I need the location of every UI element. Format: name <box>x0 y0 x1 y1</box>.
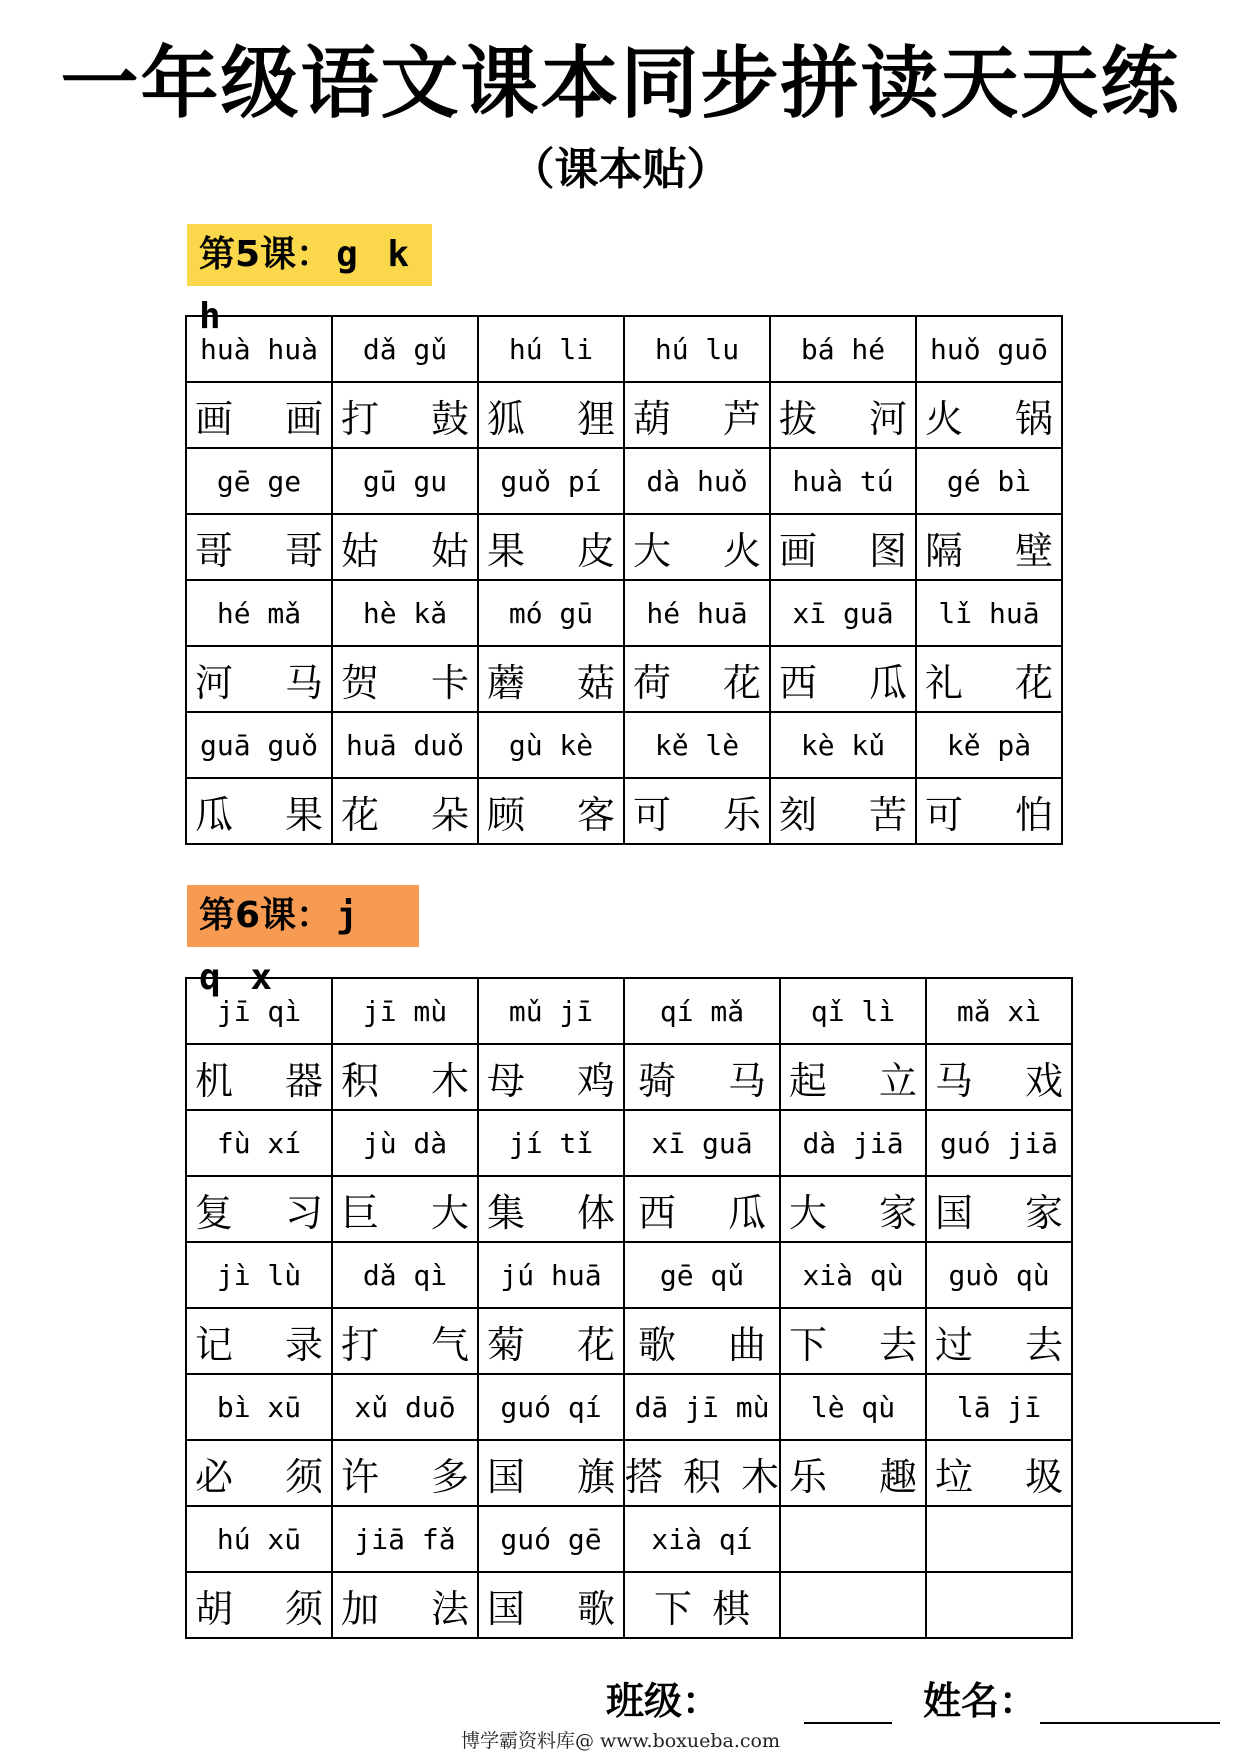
pinyin-cell: xī guā <box>624 1110 780 1176</box>
pinyin-row <box>186 1374 1072 1440</box>
hanzi-word: 巨 大 <box>340 1190 490 1235</box>
hanzi-cell <box>478 514 636 580</box>
hanzi-word: 大 家 <box>788 1190 938 1235</box>
pinyin-cell: huà tú <box>770 448 916 514</box>
hanzi-cell <box>926 1440 1084 1506</box>
hanzi-row <box>186 646 1062 712</box>
hanzi-cell <box>186 1572 344 1638</box>
hanzi-word: 机 器 <box>194 1058 344 1103</box>
hanzi-cell <box>780 1440 938 1506</box>
pinyin-cell: guó gē <box>478 1506 624 1572</box>
lesson-5-letters: g k h <box>199 234 414 337</box>
hanzi-word: 姑 姑 <box>340 528 490 573</box>
lesson-6-name: 第6课： <box>199 895 333 936</box>
pinyin-cell: jí tǐ <box>478 1110 624 1176</box>
hanzi-cell <box>916 646 1074 712</box>
hanzi-cell <box>770 778 928 844</box>
pinyin-cell: bì xū <box>186 1374 332 1440</box>
hanzi-word: 礼 花 <box>924 660 1074 705</box>
pinyin-cell: huǒ guō <box>916 316 1062 382</box>
pinyin-cell: dà huǒ <box>624 448 770 514</box>
pinyin-cell <box>926 1506 1072 1572</box>
hanzi-word: 画 画 <box>194 396 344 441</box>
hanzi-row <box>186 1308 1072 1374</box>
hanzi-cell <box>770 514 928 580</box>
pinyin-cell: xǔ duō <box>332 1374 478 1440</box>
hanzi-cell <box>624 646 782 712</box>
hanzi-word: 菊 花 <box>486 1322 636 1367</box>
hanzi-cell <box>624 1308 787 1374</box>
hanzi-word: 骑 马 <box>637 1058 787 1103</box>
hanzi-cell <box>780 1572 926 1638</box>
hanzi-word: 许 多 <box>340 1454 490 1499</box>
name-label: 姓名： <box>923 1679 1038 1723</box>
hanzi-word: 顾 客 <box>486 792 636 837</box>
hanzi-word: 西 瓜 <box>637 1190 787 1235</box>
lesson-5-tag <box>187 224 432 337</box>
pinyin-cell: huā duǒ <box>332 712 478 778</box>
pinyin-cell: kě pà <box>916 712 1062 778</box>
hanzi-word: 下 去 <box>788 1322 938 1367</box>
hanzi-cell <box>926 1572 1072 1638</box>
pinyin-cell: dà jiā <box>780 1110 926 1176</box>
pinyin-cell: gù kè <box>478 712 624 778</box>
pinyin-cell: xī guā <box>770 580 916 646</box>
pinyin-cell: jù dà <box>332 1110 478 1176</box>
hanzi-cell <box>780 1308 938 1374</box>
pinyin-cell: gē qǔ <box>624 1242 780 1308</box>
hanzi-cell <box>186 778 344 844</box>
hanzi-word: 蘑 菇 <box>486 660 636 705</box>
hanzi-cell <box>780 1044 938 1110</box>
pinyin-cell: dǎ gǔ <box>332 316 478 382</box>
pinyin-cell: bá hé <box>770 316 916 382</box>
hanzi-cell <box>770 382 928 448</box>
pinyin-cell: guā guǒ <box>186 712 332 778</box>
watermark: 博学霸资料库@ www.boxueba.com <box>460 1730 781 1752</box>
hanzi-cell <box>780 1176 938 1242</box>
hanzi-word: 垃 圾 <box>934 1454 1084 1499</box>
hanzi-cell <box>332 646 490 712</box>
hanzi-cell <box>916 778 1074 844</box>
hanzi-word: 哥 哥 <box>194 528 344 573</box>
hanzi-word: 荷 花 <box>632 660 782 705</box>
pinyin-row <box>186 712 1062 778</box>
class-input-line[interactable] <box>804 1722 892 1724</box>
hanzi-cell <box>478 1176 636 1242</box>
page-subtitle: （课本贴） <box>510 144 731 195</box>
pinyin-row <box>186 1110 1072 1176</box>
hanzi-cell <box>332 514 490 580</box>
hanzi-word: 隔 壁 <box>924 528 1074 573</box>
lesson-5-table <box>185 315 1074 845</box>
pinyin-cell: gé bì <box>916 448 1062 514</box>
hanzi-word: 乐 趣 <box>788 1454 938 1499</box>
class-label: 班级： <box>606 1679 721 1723</box>
hanzi-cell <box>186 514 344 580</box>
hanzi-word: 记 录 <box>194 1322 344 1367</box>
pinyin-cell: guǒ pí <box>478 448 624 514</box>
hanzi-word: 花 朵 <box>340 792 490 837</box>
pinyin-cell: guò qù <box>926 1242 1072 1308</box>
hanzi-word: 母 鸡 <box>486 1058 636 1103</box>
hanzi-cell <box>624 1044 787 1110</box>
pinyin-cell: gū gu <box>332 448 478 514</box>
name-input-line[interactable] <box>1040 1722 1220 1724</box>
pinyin-cell: jiā fǎ <box>332 1506 478 1572</box>
pinyin-cell: mǎ xì <box>926 978 1072 1044</box>
pinyin-cell: fù xí <box>186 1110 332 1176</box>
pinyin-cell: hú li <box>478 316 624 382</box>
pinyin-cell: jì lù <box>186 1242 332 1308</box>
hanzi-cell <box>624 778 782 844</box>
pinyin-row <box>186 1506 1072 1572</box>
pinyin-cell: mǔ jī <box>478 978 624 1044</box>
hanzi-cell <box>478 382 636 448</box>
hanzi-row <box>186 1440 1072 1506</box>
hanzi-cell <box>332 1176 490 1242</box>
hanzi-word: 必 须 <box>194 1454 344 1499</box>
hanzi-cell <box>478 1308 636 1374</box>
hanzi-row <box>186 514 1062 580</box>
hanzi-cell <box>332 1572 490 1638</box>
hanzi-word: 起 立 <box>788 1058 938 1103</box>
hanzi-row <box>186 382 1062 448</box>
hanzi-word: 胡 须 <box>194 1586 344 1631</box>
hanzi-word: 打 气 <box>340 1322 490 1367</box>
pinyin-cell: jú huā <box>478 1242 624 1308</box>
hanzi-cell <box>770 646 928 712</box>
hanzi-word: 国 歌 <box>486 1586 636 1631</box>
pinyin-cell: hé mǎ <box>186 580 332 646</box>
pinyin-row <box>186 316 1062 382</box>
hanzi-cell <box>916 514 1074 580</box>
pinyin-cell: qí mǎ <box>624 978 780 1044</box>
pinyin-cell: huà huà <box>186 316 332 382</box>
hanzi-cell <box>624 1440 800 1506</box>
hanzi-cell <box>332 1440 490 1506</box>
pinyin-cell: gē ge <box>186 448 332 514</box>
hanzi-row <box>186 778 1062 844</box>
hanzi-word: 搭积木 <box>625 1454 800 1499</box>
hanzi-cell <box>916 382 1074 448</box>
pinyin-row <box>186 448 1062 514</box>
pinyin-cell: jī mù <box>332 978 478 1044</box>
pinyin-cell: hè kǎ <box>332 580 478 646</box>
hanzi-word: 集 体 <box>486 1190 636 1235</box>
pinyin-cell: xià qù <box>780 1242 926 1308</box>
pinyin-cell: hú xū <box>186 1506 332 1572</box>
hanzi-word: 果 皮 <box>486 528 636 573</box>
hanzi-cell <box>478 1044 636 1110</box>
hanzi-word: 瓜 果 <box>194 792 344 837</box>
lesson-6-tag <box>187 885 419 998</box>
hanzi-cell <box>332 1308 490 1374</box>
lesson-6-table <box>185 977 1084 1639</box>
hanzi-word: 可 乐 <box>632 792 782 837</box>
pinyin-cell: dǎ qì <box>332 1242 478 1308</box>
hanzi-cell <box>186 1044 344 1110</box>
hanzi-word: 拔 河 <box>778 396 928 441</box>
hanzi-word: 火 锅 <box>924 396 1074 441</box>
pinyin-cell: kě lè <box>624 712 770 778</box>
pinyin-cell: guó jiā <box>926 1110 1072 1176</box>
hanzi-cell <box>186 646 344 712</box>
hanzi-word: 加 法 <box>340 1586 490 1631</box>
hanzi-word: 贺 卡 <box>340 660 490 705</box>
hanzi-word: 歌 曲 <box>637 1322 787 1367</box>
hanzi-word: 下棋 <box>654 1586 771 1631</box>
pinyin-cell: qǐ lì <box>780 978 926 1044</box>
pinyin-cell: lā jī <box>926 1374 1072 1440</box>
hanzi-word: 马 戏 <box>934 1058 1084 1103</box>
hanzi-cell <box>926 1176 1084 1242</box>
pinyin-cell: hé huā <box>624 580 770 646</box>
pinyin-row <box>186 1242 1072 1308</box>
pinyin-cell: hú lu <box>624 316 770 382</box>
lesson-5-name: 第5课： <box>199 234 333 275</box>
pinyin-row <box>186 978 1072 1044</box>
hanzi-cell <box>478 1440 636 1506</box>
hanzi-word: 画 图 <box>778 528 928 573</box>
pinyin-cell: xià qí <box>624 1506 780 1572</box>
hanzi-cell <box>186 1440 344 1506</box>
hanzi-word: 复 习 <box>194 1190 344 1235</box>
hanzi-word: 刻 苦 <box>778 792 928 837</box>
page-title: 一年级语文课本同步拼读天天练 <box>60 39 1181 129</box>
hanzi-row <box>186 1044 1072 1110</box>
hanzi-cell <box>478 778 636 844</box>
hanzi-word: 过 去 <box>934 1322 1084 1367</box>
hanzi-cell <box>186 382 344 448</box>
hanzi-cell <box>926 1044 1084 1110</box>
pinyin-cell: lǐ huā <box>916 580 1062 646</box>
hanzi-cell <box>478 1572 636 1638</box>
hanzi-cell <box>478 646 636 712</box>
hanzi-cell <box>186 1308 344 1374</box>
pinyin-cell: guó qí <box>478 1374 624 1440</box>
hanzi-word: 打 鼓 <box>340 396 490 441</box>
hanzi-word: 国 家 <box>934 1190 1084 1235</box>
hanzi-word: 可 怕 <box>924 792 1074 837</box>
hanzi-cell <box>624 1176 787 1242</box>
hanzi-row <box>186 1176 1072 1242</box>
hanzi-cell <box>332 1044 490 1110</box>
pinyin-cell: lè qù <box>780 1374 926 1440</box>
pinyin-cell <box>780 1506 926 1572</box>
pinyin-row <box>186 580 1062 646</box>
hanzi-cell <box>624 1572 780 1638</box>
hanzi-cell <box>624 382 782 448</box>
hanzi-cell <box>332 778 490 844</box>
pinyin-cell: dā jī mù <box>624 1374 780 1440</box>
hanzi-word: 狐 狸 <box>486 396 636 441</box>
hanzi-word: 葫 芦 <box>632 396 782 441</box>
pinyin-cell: kè kǔ <box>770 712 916 778</box>
hanzi-cell <box>186 1176 344 1242</box>
lesson-6-letters: j q x <box>199 895 362 998</box>
pinyin-cell: jī qì <box>186 978 332 1044</box>
hanzi-cell <box>624 514 782 580</box>
hanzi-word: 西 瓜 <box>778 660 928 705</box>
hanzi-cell <box>926 1308 1084 1374</box>
hanzi-word: 大 火 <box>632 528 782 573</box>
pinyin-cell: mó gū <box>478 580 624 646</box>
hanzi-row <box>186 1572 1072 1638</box>
hanzi-cell <box>332 382 490 448</box>
hanzi-word: 国 旗 <box>486 1454 636 1499</box>
hanzi-word: 河 马 <box>194 660 344 705</box>
hanzi-word: 积 木 <box>340 1058 490 1103</box>
